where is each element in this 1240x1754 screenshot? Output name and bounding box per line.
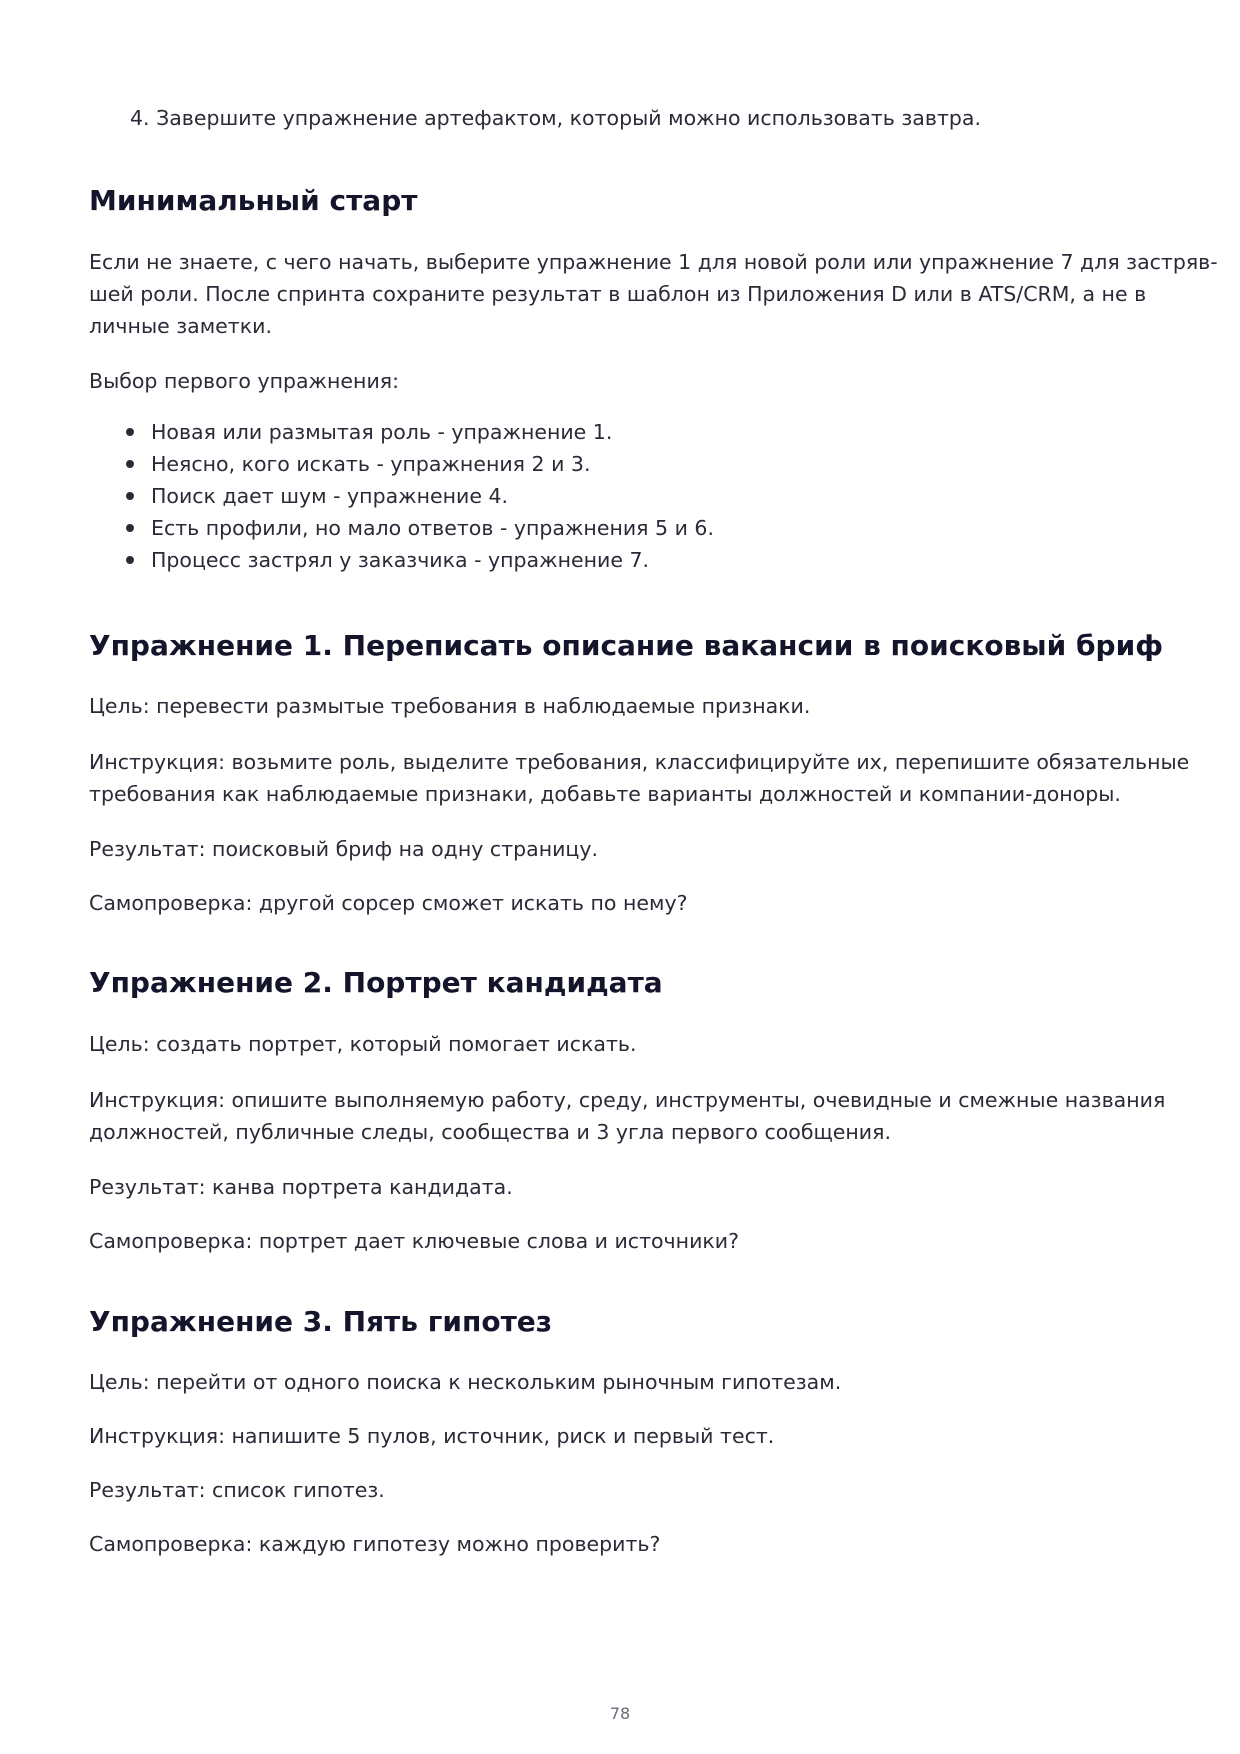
bullet-icon <box>126 524 134 532</box>
ex1-check: Самопроверка: другой сорсер сможет искать по нему? <box>89 891 688 915</box>
bullet-icon <box>126 492 134 500</box>
page-number: 78 <box>609 1704 631 1723</box>
list-item: Поиск дает шум - упражнение 4. <box>89 480 714 512</box>
list-item: Новая или размытая роль - упражнение 1. <box>89 416 714 448</box>
ex2-check: Самопроверка: портрет дает ключевые слова и источники? <box>89 1229 739 1253</box>
bullet-list <box>89 416 714 576</box>
section-heading-min-start: Минимальный старт <box>89 184 418 217</box>
document-page <box>89 0 1218 1754</box>
bullet-icon <box>126 460 134 468</box>
ex3-instruction: Инструкция: напишите 5 пулов, источник, риск и первый тест. <box>89 1424 775 1448</box>
ex3-check: Самопроверка: каждую гипотезу можно проверить? <box>89 1532 661 1556</box>
ordered-list-item: 4. Завершите упражнение артефактом, который можно использовать завтра. <box>130 106 981 130</box>
bullet-icon <box>126 428 134 436</box>
ex2-instruction <box>89 1084 1166 1148</box>
ex1-goal: Цель: перевести размытые требования в наблюдаемые признаки. <box>89 694 811 718</box>
paragraph-line: Инструкция: возьмите роль, выделите требования, классифицируйте их, перепишите обязательные <box>89 750 1190 774</box>
list-item: Неясно, кого искать - упражнения 2 и 3. <box>89 448 714 480</box>
paragraph-line: Если не знаете, с чего начать, выберите упражнение 1 для новой роли или упражнение 7 для застряв- <box>89 250 1218 274</box>
list-item: Процесс застрял у заказчика - упражнение 7. <box>89 544 714 576</box>
paragraph-line: требования как наблюдаемые признаки, добавьте варианты должностей и компании-доноры. <box>89 782 1121 806</box>
section-heading-ex2: Упражнение 2. Портрет кандидата <box>89 966 663 999</box>
section-heading-ex1: Упражнение 1. Переписать описание вакансии в поисковый бриф <box>89 629 1163 662</box>
paragraph-min-start <box>89 246 1218 342</box>
choice-label: Выбор первого упражнения: <box>89 369 400 393</box>
list-item: Есть профили, но мало ответов - упражнения 5 и 6. <box>89 512 714 544</box>
ex2-goal: Цель: создать портрет, который помогает искать. <box>89 1032 637 1056</box>
paragraph-line: Инструкция: опишите выполняемую работу, среду, инструменты, очевидные и смежные названия <box>89 1088 1166 1112</box>
ex1-instruction <box>89 746 1190 810</box>
paragraph-line: шей роли. После спринта сохраните результат в шаблон из Приложения D или в ATS/CRM, а не в <box>89 282 1147 306</box>
ex1-result: Результат: поисковый бриф на одну страницу. <box>89 837 599 861</box>
bullet-icon <box>126 556 134 564</box>
ex3-result: Результат: список гипотез. <box>89 1478 385 1502</box>
ex2-result: Результат: канва портрета кандидата. <box>89 1175 513 1199</box>
paragraph-line: должностей, публичные следы, сообщества и 3 угла первого сообщения. <box>89 1120 891 1144</box>
paragraph-line: личные заметки. <box>89 314 272 338</box>
section-heading-ex3: Упражнение 3. Пять гипотез <box>89 1305 553 1338</box>
ex3-goal: Цель: перейти от одного поиска к нескольким рыночным гипотезам. <box>89 1370 842 1394</box>
